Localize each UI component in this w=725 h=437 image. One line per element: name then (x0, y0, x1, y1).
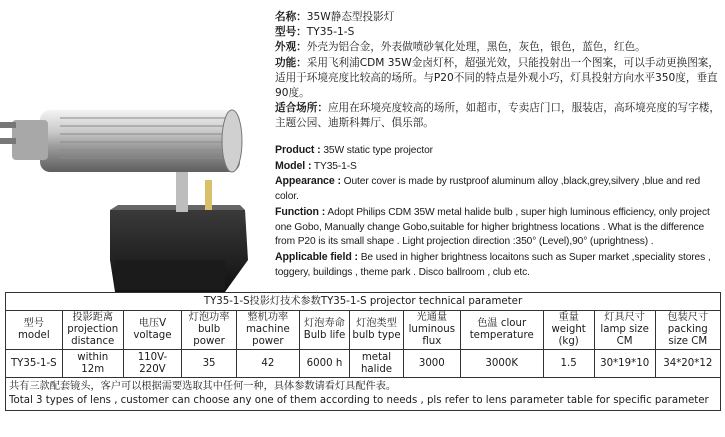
cell-color-temperature: 3000K (460, 350, 543, 378)
table-note (6, 378, 721, 411)
header-cell: 灯泡类型 bulb type (350, 311, 403, 350)
cell-weight: 1.5 (543, 350, 594, 378)
cell-lamp-size: 30*19*10 (594, 350, 655, 378)
header-cell: 型号 model (6, 311, 63, 350)
en-field-label: Applicable field : (275, 250, 358, 263)
header-cell: 色温 clour temperature (460, 311, 543, 350)
cn-place: 应用在环境亮度较高的场所，如超市，专卖店门口，服装店，高环境亮度的写字楼，主题公园、迪斯科舞厅、俱乐部。 (275, 102, 720, 130)
cell-machine-power: 42 (237, 350, 300, 378)
cell-bulb-life: 6000 h (299, 350, 350, 378)
cell-voltage: 110V-220V (123, 350, 181, 378)
en-appearance: Outer cover is made by rustproof aluminum alloy ,black,grey,silvery ,blue and red color. (275, 176, 701, 203)
cell-bulb-power: 35 (182, 350, 237, 378)
en-appearance-label: Appearance : (275, 175, 341, 188)
cn-appearance-label: 外观： (275, 41, 307, 54)
header-cell: 整机功率 machine power (237, 311, 300, 350)
en-product: 35W static type projector (320, 145, 433, 156)
projector-photo (0, 60, 250, 295)
english-description (275, 143, 723, 280)
cn-name-label: 名称： (275, 11, 307, 23)
cell-model: TY35-1-S (6, 350, 63, 378)
en-model: TY35-1-S (311, 160, 357, 172)
en-model-label: Model : (275, 159, 312, 172)
en-field: Be used in higher brightness locaitons such as Super market ,speciality stores , toggery, buildings , theme park . Disco ballroom , club etc. (275, 251, 711, 278)
header-cell: 灯泡寿命 Bulb life (299, 311, 350, 350)
cell-packing-size: 34*20*12 (655, 350, 720, 378)
cell-luminous-flux: 3000 (403, 350, 460, 378)
header-cell: 包装尺寸 packing size CM (655, 311, 720, 350)
cn-model-label: 型号： (275, 26, 307, 39)
table-title: TY35-1-S投影灯技术参数TY35-1-S projector technical parameter (6, 293, 721, 311)
en-function: Adopt Philips CDM 35W metal halide bulb , super high luminous efficiency, only project one Gobo, Manually change Gobo,suitable for higher brightness locations . What is the difference from P20 is its small shape . Light projection direction :350° (Level),90° (uprightness) . (275, 206, 710, 248)
header-cell: 灯泡功率 bulb power (182, 311, 237, 350)
header-cell: 电压V voltage (123, 311, 181, 350)
note-cn: 共有三款配套镜头，客户可以根据需要选取其中任何一种，具体参数请看灯具配件表。 (9, 381, 397, 392)
cn-name: 35W静态型投影灯 (306, 11, 395, 23)
en-product-label: Product : (275, 144, 321, 156)
cn-appearance: 外壳为铝合金，外表做喷砂氧化处理，黑色，灰色，银色，蓝色，红色。 (306, 41, 646, 54)
chinese-description (275, 10, 723, 132)
header-cell: 重量 weight (kg) (543, 311, 594, 350)
table-header-row (6, 311, 721, 350)
table-row (6, 350, 721, 378)
header-cell: 灯具尺寸 lamp size CM (594, 311, 655, 350)
cn-function-label: 功能： (275, 56, 307, 69)
en-function-label: Function : (275, 205, 326, 218)
cell-distance: within 12m (62, 350, 123, 378)
header-cell: 光通量 luminous flux (403, 311, 460, 350)
cn-model: TY35-1-S (306, 26, 355, 39)
parameter-table (5, 292, 721, 411)
cn-function: 采用飞利浦CDM 35W金卤灯杯，超强光效，只能投射出一个图案，可以手动更换图案，适用于环境亮度比较高的场所。与P20不同的特点是外观小巧，灯具投射方向水平350度，垂直90度。 (275, 56, 719, 100)
cn-place-label: 适合场所： (275, 102, 328, 115)
header-cell: 投影距离 projection distance (62, 311, 123, 350)
note-en: Total 3 types of lens , customer can choose any one of them according to needs , pls refer to lens parameter table for specific parameter (9, 395, 709, 406)
cell-bulb-type: metal halide (350, 350, 403, 378)
